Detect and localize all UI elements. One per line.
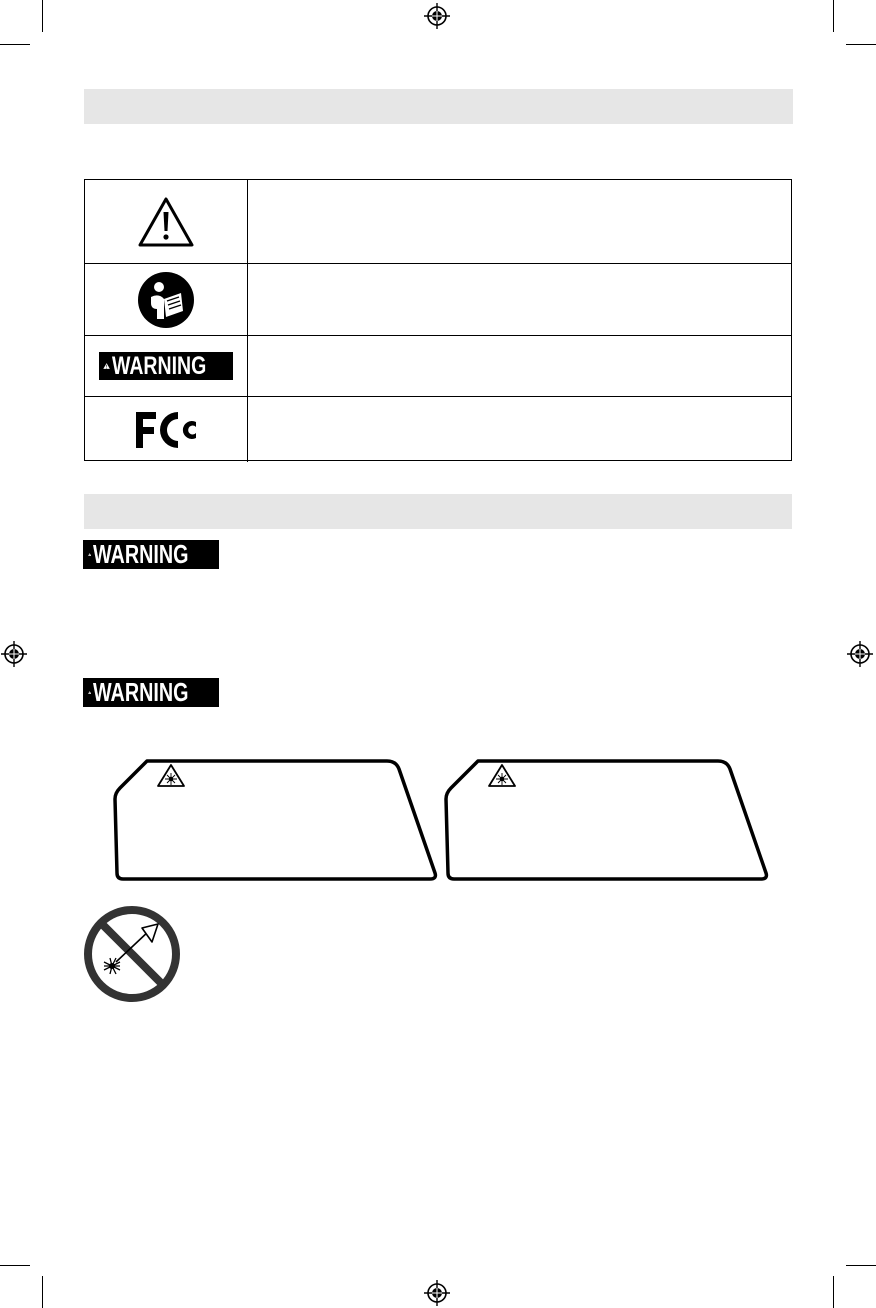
warning-label-icon [99,352,233,380]
warning-badge [83,540,219,569]
section-header-band-safety [84,494,792,529]
warning-triangle-icon [88,682,91,703]
symbol-cell [85,180,248,263]
crop-mark-bottom-right-h [846,1265,876,1266]
symbol-description [248,397,791,462]
safety-alert-icon [137,195,195,249]
table-row [85,264,791,336]
fcc-logo-icon [134,410,198,450]
registration-mark-icon [424,1280,450,1306]
symbol-cell [85,397,248,462]
section-header-band-symbols [84,89,793,124]
symbols-table [84,179,792,461]
symbol-cell [85,264,248,335]
crop-mark-bottom-left-h [0,1265,30,1266]
symbol-cell [85,336,248,396]
laser-warning-icon [158,765,184,786]
warning-badge [83,678,219,707]
registration-mark-icon [1,641,27,667]
crop-mark-top-right-v [833,0,834,32]
warning-label-text: WARNING [112,352,207,380]
crop-mark-top-right-h [846,44,876,45]
symbol-description [248,336,791,396]
laser-label-right [436,755,776,885]
registration-mark-icon [847,641,873,667]
crop-mark-top-left-v [42,0,43,32]
crop-mark-bottom-right-v [833,1276,834,1308]
table-row [85,336,791,397]
symbol-description [248,264,791,335]
no-laser-eye-icon [82,904,182,1004]
laser-warning-icon [489,765,515,786]
crop-mark-bottom-left-v [42,1276,43,1308]
table-row [85,397,791,462]
symbol-description [248,180,791,263]
table-row [85,180,791,264]
read-manual-icon [137,271,195,329]
warning-badge-text: WARNING [93,677,189,707]
warning-triangle-icon [103,356,110,376]
warning-badge-text: WARNING [93,539,189,569]
crop-mark-top-left-h [0,44,30,45]
laser-label-left [105,755,445,885]
warning-triangle-icon [88,544,91,565]
registration-mark-icon [424,3,450,29]
